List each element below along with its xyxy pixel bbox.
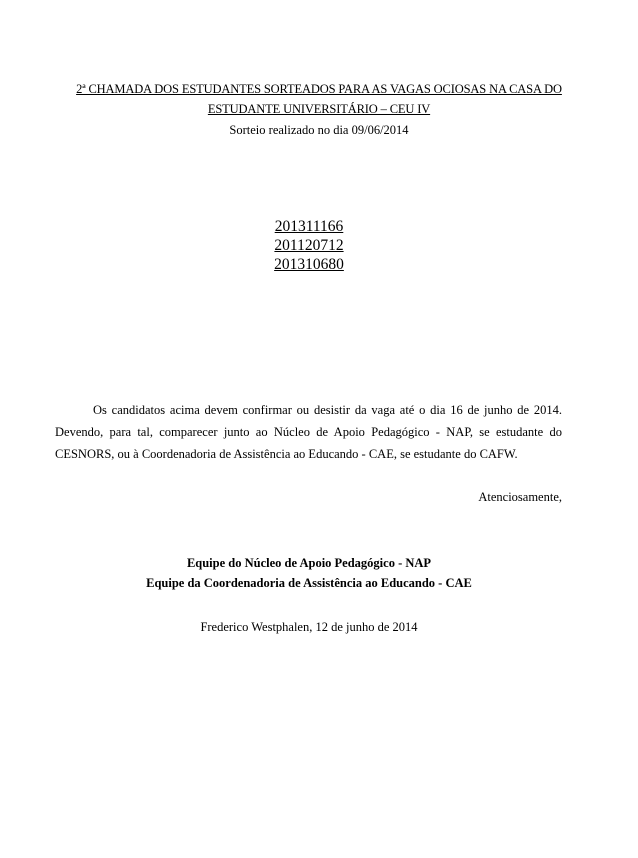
signature-cae: Equipe da Coordenadoria de Assistência ao Educando - CAE	[146, 576, 472, 590]
document-title	[40, 79, 598, 119]
selected-number: 201310680	[274, 256, 344, 273]
selected-numbers-list	[0, 217, 618, 274]
notice-paragraph: Os candidatos acima devem confirmar ou desistir da vaga até o dia 16 de junho de 2014. Devendo, para tal, comparecer junto ao Núcleo de Apoio Pedagógico - NAP, se estudante do CESNORS, ou à Coordenadoria de Assistência ao Educando - CAE, se estudante do CAFW.	[55, 403, 562, 461]
signature-block	[0, 553, 618, 593]
title-line-1: 2ª CHAMADA DOS ESTUDANTES SORTEADOS PARA AS VAGAS OCIOSAS NA CASA DO	[76, 82, 562, 96]
signature-nap: Equipe do Núcleo de Apoio Pedagógico - NAP	[186, 556, 432, 570]
draw-date-subtitle: Sorteio realizado no dia 09/06/2014	[229, 123, 409, 137]
place-and-date: Frederico Westphalen, 12 de junho de 2014	[200, 620, 418, 634]
closing-salutation: Atenciosamente,	[478, 490, 562, 504]
selected-number: 201120712	[274, 237, 344, 254]
selected-number: 201311166	[274, 218, 344, 235]
title-line-2: ESTUDANTE UNIVERSITÁRIO – CEU IV	[207, 102, 431, 116]
